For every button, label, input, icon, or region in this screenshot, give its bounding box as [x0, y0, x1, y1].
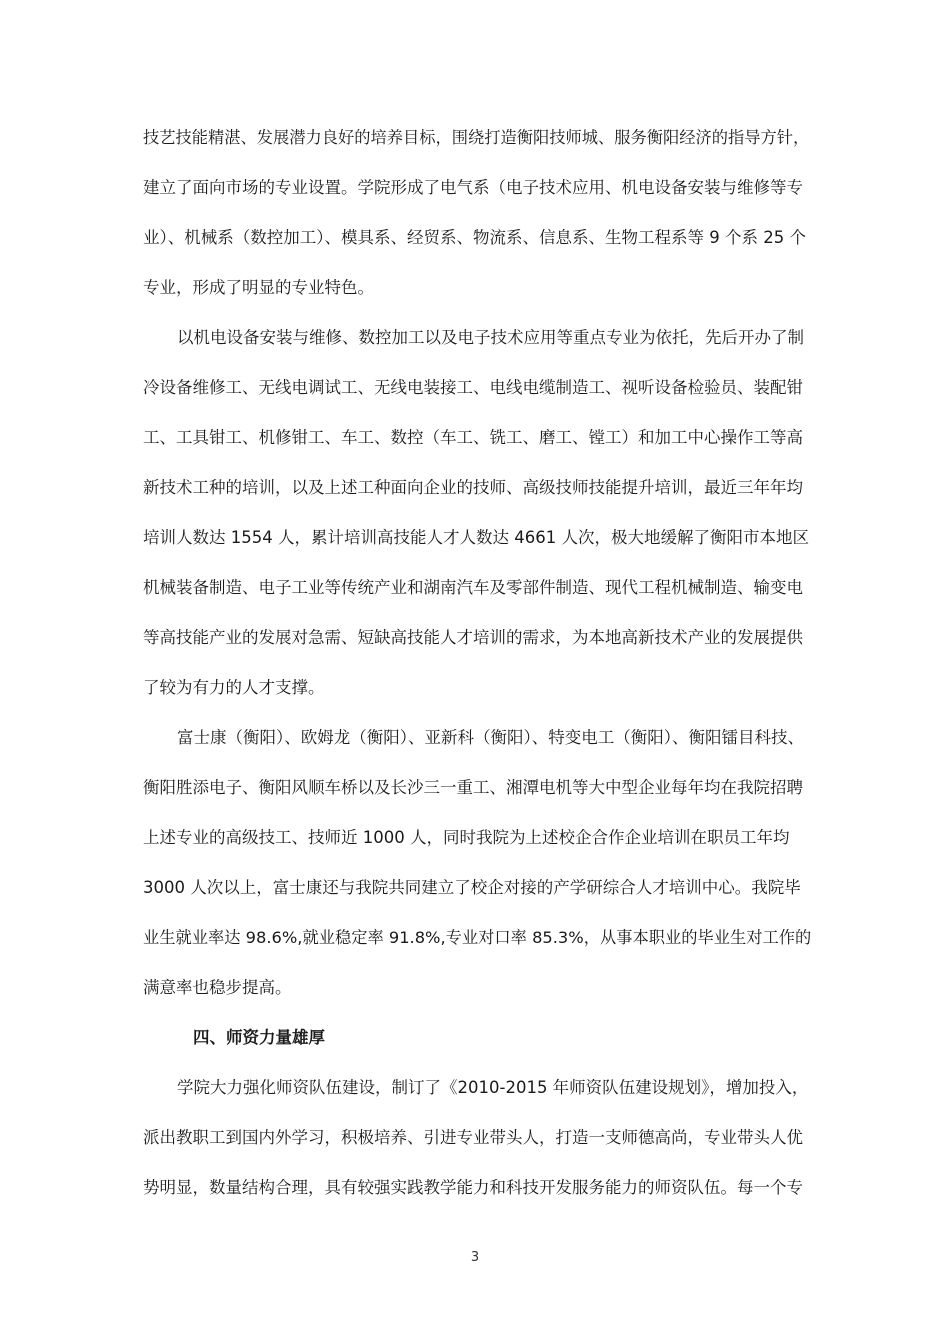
text-line: 派出教职工到国内外学习，积极培养、引进专业带头人，打造一支师德高尚，专业带头人优 [143, 1128, 803, 1147]
text-line: 培训人数达 1554 人，累计培训高技能人才人数达 4661 人次，极大地缓解了衡阳市本地区 [143, 528, 809, 547]
paragraph-first-line: 富士康（衡阳）、欧姆龙（衡阳）、亚新科（衡阳）、特变电工（衡阳）、衡阳镭目科技、 [177, 728, 804, 747]
text-line: 业生就业率达 98.6%,就业稳定率 91.8%,专业对口率 85.3%，从事本职业的毕业生对工作的 [143, 928, 812, 947]
text-line: 势明显，数量结构合理，具有较强实践教学能力和科技开发服务能力的师资队伍。每一个专 [143, 1178, 803, 1197]
paragraph-first-line: 以机电设备安装与维修、数控加工以及电子技术应用等重点专业为依托，先后开办了制 [177, 328, 804, 347]
text-line: 建立了面向市场的专业设置。学院形成了电气系（电子技术应用、机电设备安装与维修等专 [143, 178, 803, 197]
text-line: 冷设备维修工、无线电调试工、无线电装接工、电线电缆制造工、视听设备检验员、装配钳 [143, 378, 803, 397]
text-line: 了较为有力的人才支撑。 [143, 678, 325, 697]
text-line: 上述专业的高级技工、技师近 1000 人，同时我院为上述校企合作企业培训在职员工年均 [143, 828, 790, 847]
text-line: 业）、机械系（数控加工）、模具系、经贸系、物流系、信息系、生物工程系等 9 个系 25 个 [143, 228, 806, 247]
section-heading: 四、师资力量雄厚 [193, 1028, 325, 1047]
text-line: 机械装备制造、电子工业等传统产业和湖南汽车及零部件制造、现代工程机械制造、输变电 [143, 578, 803, 597]
text-line: 满意率也稳步提高。 [143, 978, 292, 997]
page-number: 3 [470, 1250, 480, 1265]
text-line: 衡阳胜添电子、衡阳风顺车桥以及长沙三一重工、湘潭电机等大中型企业每年均在我院招聘 [143, 778, 803, 797]
text-line: 专业，形成了明显的专业特色。 [143, 278, 374, 297]
text-line: 新技术工种的培训，以及上述工种面向企业的技师、高级技师技能提升培训，最近三年年均 [143, 478, 803, 497]
paragraph-first-line: 学院大力强化师资队伍建设，制订了《2010-2015 年师资队伍建设规划》，增加投入， [177, 1078, 809, 1097]
text-line: 等高技能产业的发展对急需、短缺高技能人才培训的需求，为本地高新技术产业的发展提供 [143, 628, 803, 647]
text-line: 工、工具钳工、机修钳工、车工、数控（车工、铣工、磨工、镗工）和加工中心操作工等高 [143, 428, 803, 447]
text-line: 3000 人次以上，富士康还与我院共同建立了校企对接的产学研综合人才培训中心。我院毕 [143, 878, 801, 897]
text-line: 技艺技能精湛、发展潜力良好的培养目标，围绕打造衡阳技师城、服务衡阳经济的指导方针， [143, 128, 810, 147]
